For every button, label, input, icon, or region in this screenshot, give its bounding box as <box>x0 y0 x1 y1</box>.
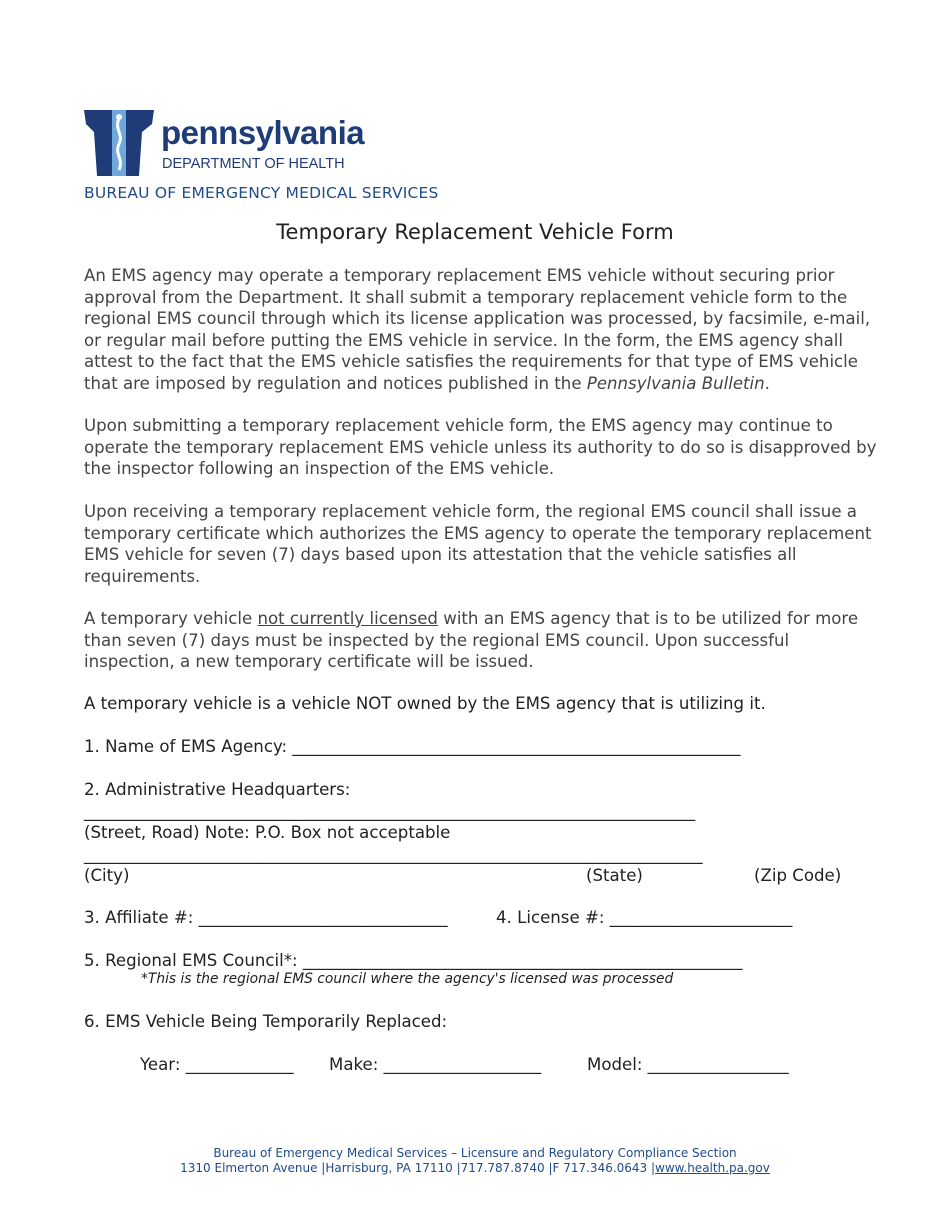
agency-name-field[interactable]: 1. Name of EMS Agency: ______________________________________________________ <box>84 737 741 756</box>
intro-text: An EMS agency may operate a temporary replacement EMS vehicle without securing prior approval from the Department. It shall submit a temporary replacement vehicle form to the regional EMS council through which its license application was processed, by facsimile, e-mail, or regular mail before putting the EMS vehicle in service. In the form, the EMS agency shall attest to the fact that the EMS vehicle satisfies the requirements for that type of EMS vehicle that are imposed by regulation and notices published in the <box>84 266 871 393</box>
keystone-icon <box>84 108 156 178</box>
footer-section-line: Bureau of Emergency Medical Services – Licensure and Regulatory Compliance Section <box>213 1146 737 1160</box>
street-field[interactable]: ___________________________________________________________________________ <box>84 802 696 821</box>
make-field[interactable]: Make: ___________________ <box>329 1055 542 1074</box>
intro-end: . <box>764 373 770 393</box>
regional-council-field[interactable]: 5. Regional EMS Council*: _____________________________________________________ <box>84 951 743 970</box>
street-caption: (Street, Road) Note: P.O. Box not acceptable <box>84 823 451 842</box>
headquarters-label: 2. Administrative Headquarters: <box>84 780 351 799</box>
not-licensed-emphasis: not currently licensed <box>257 609 438 628</box>
year-field[interactable]: Year: _____________ <box>140 1055 294 1074</box>
affiliate-field[interactable]: 3. Affiliate #: ______________________________ <box>84 908 448 927</box>
regional-council-note: *This is the regional EMS council where the agency's licensed was processed <box>141 971 674 987</box>
definition-paragraph: A temporary vehicle is a vehicle NOT owned by the EMS agency that is utilizing it. <box>84 694 766 713</box>
logo-wordmark: pennsylvania <box>161 114 365 151</box>
pa-health-logo <box>84 108 384 178</box>
certificate-paragraph: Upon receiving a temporary replacement vehicle form, the regional EMS council shall issue a temporary certificate which authorizes the EMS agency to operate the temporary replacement EMS vehicle for seven (7) days based upon its attestation that the vehicle satisfies all requirements. <box>84 502 872 586</box>
page-title: Temporary Replacement Vehicle Form <box>276 220 674 244</box>
model-field[interactable]: Model: _________________ <box>587 1055 789 1074</box>
license-field[interactable]: 4. License #: ______________________ <box>496 908 793 927</box>
vehicle-replaced-label: 6. EMS Vehicle Being Temporarily Replaced: <box>84 1012 448 1031</box>
website-link[interactable]: www.health.pa.gov <box>655 1161 770 1175</box>
city-caption: (City) <box>84 866 130 885</box>
bulletin-reference: Pennsylvania Bulletin <box>586 373 765 393</box>
footer-contact-line <box>0 1161 950 1175</box>
intro-paragraph <box>84 265 884 394</box>
city-state-zip-field[interactable]: ___________________________________________________________________________ <box>84 845 703 864</box>
inspection-text-start: A temporary vehicle <box>84 609 258 628</box>
bureau-heading: BUREAU OF EMERGENCY MEDICAL SERVICES <box>84 184 439 202</box>
zip-caption: (Zip Code) <box>754 866 842 885</box>
state-caption: (State) <box>586 866 643 885</box>
footer-address: 1310 Elmerton Avenue |Harrisburg, PA 17110 |717.787.8740 |F 717.346.0643 | <box>180 1161 656 1175</box>
logo-department: DEPARTMENT OF HEALTH <box>162 156 345 172</box>
submission-paragraph: Upon submitting a temporary replacement vehicle form, the EMS agency may continue to operate the temporary replacement EMS vehicle unless its authority to do so is disapproved by the inspector following an inspection of the EMS vehicle. <box>84 416 877 478</box>
inspection-text-end: with an EMS agency that is to be utilized for more than seven (7) days must be inspected by the regional EMS council. Upon successful inspection, a new temporary certificate will be issued. <box>84 609 859 671</box>
inspection-paragraph <box>84 608 884 673</box>
